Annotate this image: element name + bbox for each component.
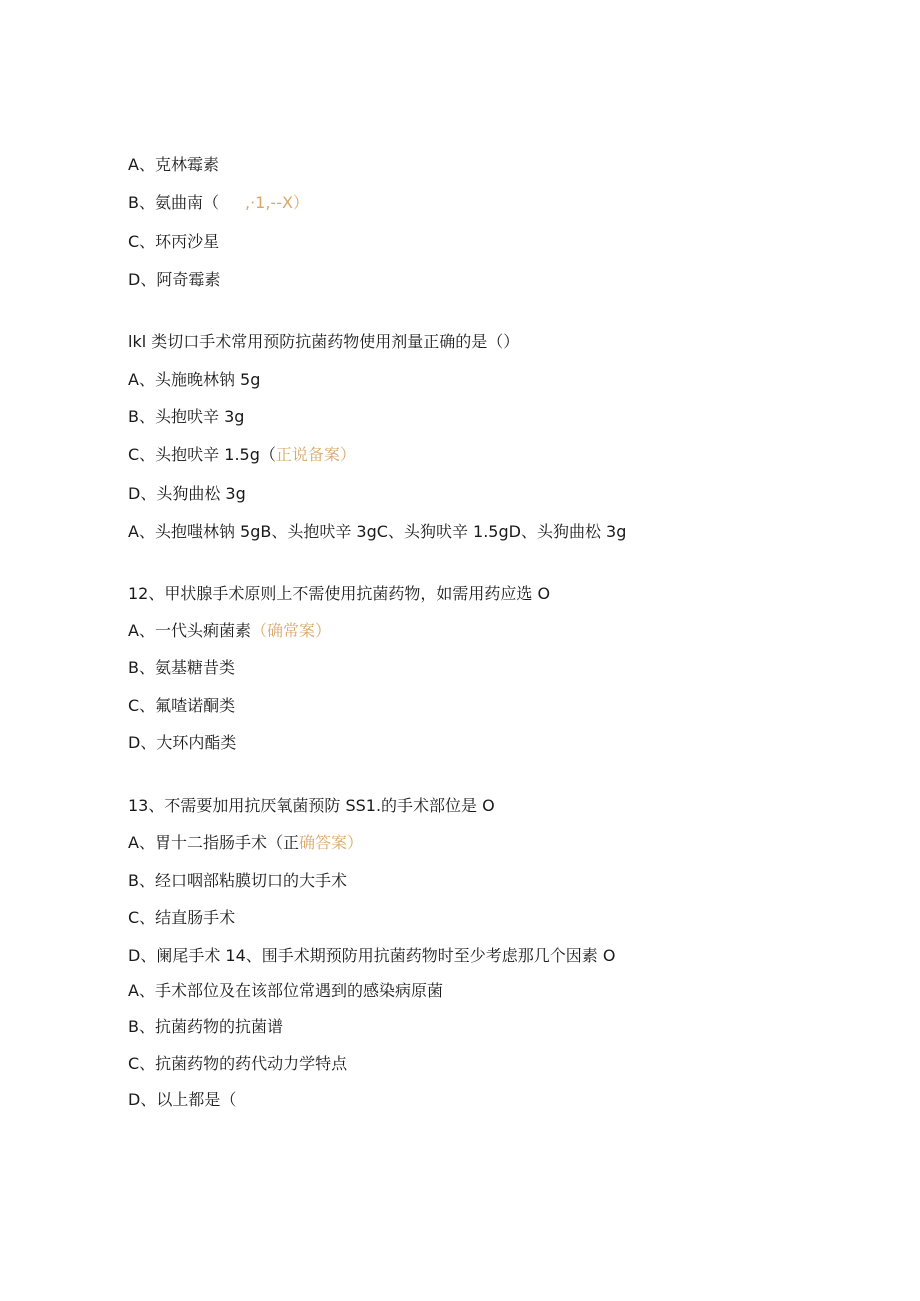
option-a bbox=[128, 833, 363, 853]
line-text: C、氟喳诺酮类 bbox=[128, 696, 236, 715]
option-b bbox=[128, 407, 244, 427]
option-d-question-14 bbox=[128, 946, 615, 966]
option-d bbox=[128, 733, 236, 753]
line-text: D、头狗曲松 3g bbox=[128, 484, 246, 503]
line-text: A、胃十二指肠手术（正 bbox=[128, 833, 299, 852]
answer-annotation: （确常案） bbox=[250, 621, 331, 640]
question-13 bbox=[128, 796, 495, 816]
line-text: C、头抱吠辛 1.5g（ bbox=[128, 445, 276, 464]
line-text: C、结直肠手术 bbox=[128, 908, 236, 927]
option-c bbox=[128, 445, 356, 465]
option-d bbox=[128, 484, 246, 504]
line-text: A、克林霉素 bbox=[128, 155, 219, 174]
option-c bbox=[128, 1054, 347, 1074]
answer-annotation: 正说备案） bbox=[275, 445, 356, 464]
question-text: 13、不需要加用抗厌氧菌预防 SS1.的手术部位是 O bbox=[128, 796, 495, 815]
question-text: 12、甲状腺手术原则上不需使用抗菌药物，如需用药应选 O bbox=[128, 584, 551, 603]
line-text: C、抗菌药物的药代动力学特点 bbox=[128, 1054, 348, 1073]
option-a bbox=[128, 981, 443, 1001]
option-a-clindamycin bbox=[128, 155, 219, 175]
line-text: B、氨基糖昔类 bbox=[128, 658, 235, 677]
answer-annotation: ,·1,--X） bbox=[244, 193, 309, 212]
line-text: A、一代头痢菌素 bbox=[128, 621, 251, 640]
option-a bbox=[128, 370, 260, 390]
line-text: C、环丙沙星 bbox=[128, 232, 220, 251]
line-text: B、经口咽部粘膜切口的大手术 bbox=[128, 871, 347, 890]
question-text: lkl 类切口手术常用预防抗菌药物使用剂量正确的是（） bbox=[128, 332, 520, 351]
option-c bbox=[128, 696, 235, 716]
line-text: D、大环内酯类 bbox=[128, 733, 237, 752]
option-b bbox=[128, 1017, 283, 1037]
line-text: A、头施晚林钠 5g bbox=[128, 370, 261, 389]
option-d-azithromycin bbox=[128, 270, 220, 290]
line-text: B、抗菌药物的抗菌谱 bbox=[128, 1017, 283, 1036]
line-text: B、氨曲南（ bbox=[128, 193, 219, 212]
line-text: A、手术部位及在该部位常遇到的感染病原菌 bbox=[128, 981, 443, 1000]
question-dosage bbox=[128, 332, 519, 352]
question-12 bbox=[128, 584, 550, 604]
line-text: D、阿奇霉素 bbox=[128, 270, 221, 289]
line-text: D、阑尾手术 14、围手术期预防用抗菌药物时至少考虑那几个因素 O bbox=[128, 946, 616, 965]
options-combined bbox=[128, 522, 626, 542]
option-a bbox=[128, 621, 331, 641]
answer-annotation: 确答案） bbox=[298, 833, 363, 852]
line-text: D、以上都是（ bbox=[128, 1090, 237, 1109]
line-text: A、头抱嗤林钠 5gB、头抱吠辛 3gC、头狗吠辛 1.5gD、头狗曲松 3g bbox=[128, 522, 627, 541]
option-b-aztreonam bbox=[128, 193, 309, 213]
option-c-ciprofloxacin bbox=[128, 232, 219, 252]
option-c bbox=[128, 908, 235, 928]
option-b bbox=[128, 658, 235, 678]
option-b bbox=[128, 871, 347, 891]
option-d bbox=[128, 1090, 236, 1110]
line-text: B、头抱吠辛 3g bbox=[128, 407, 245, 426]
